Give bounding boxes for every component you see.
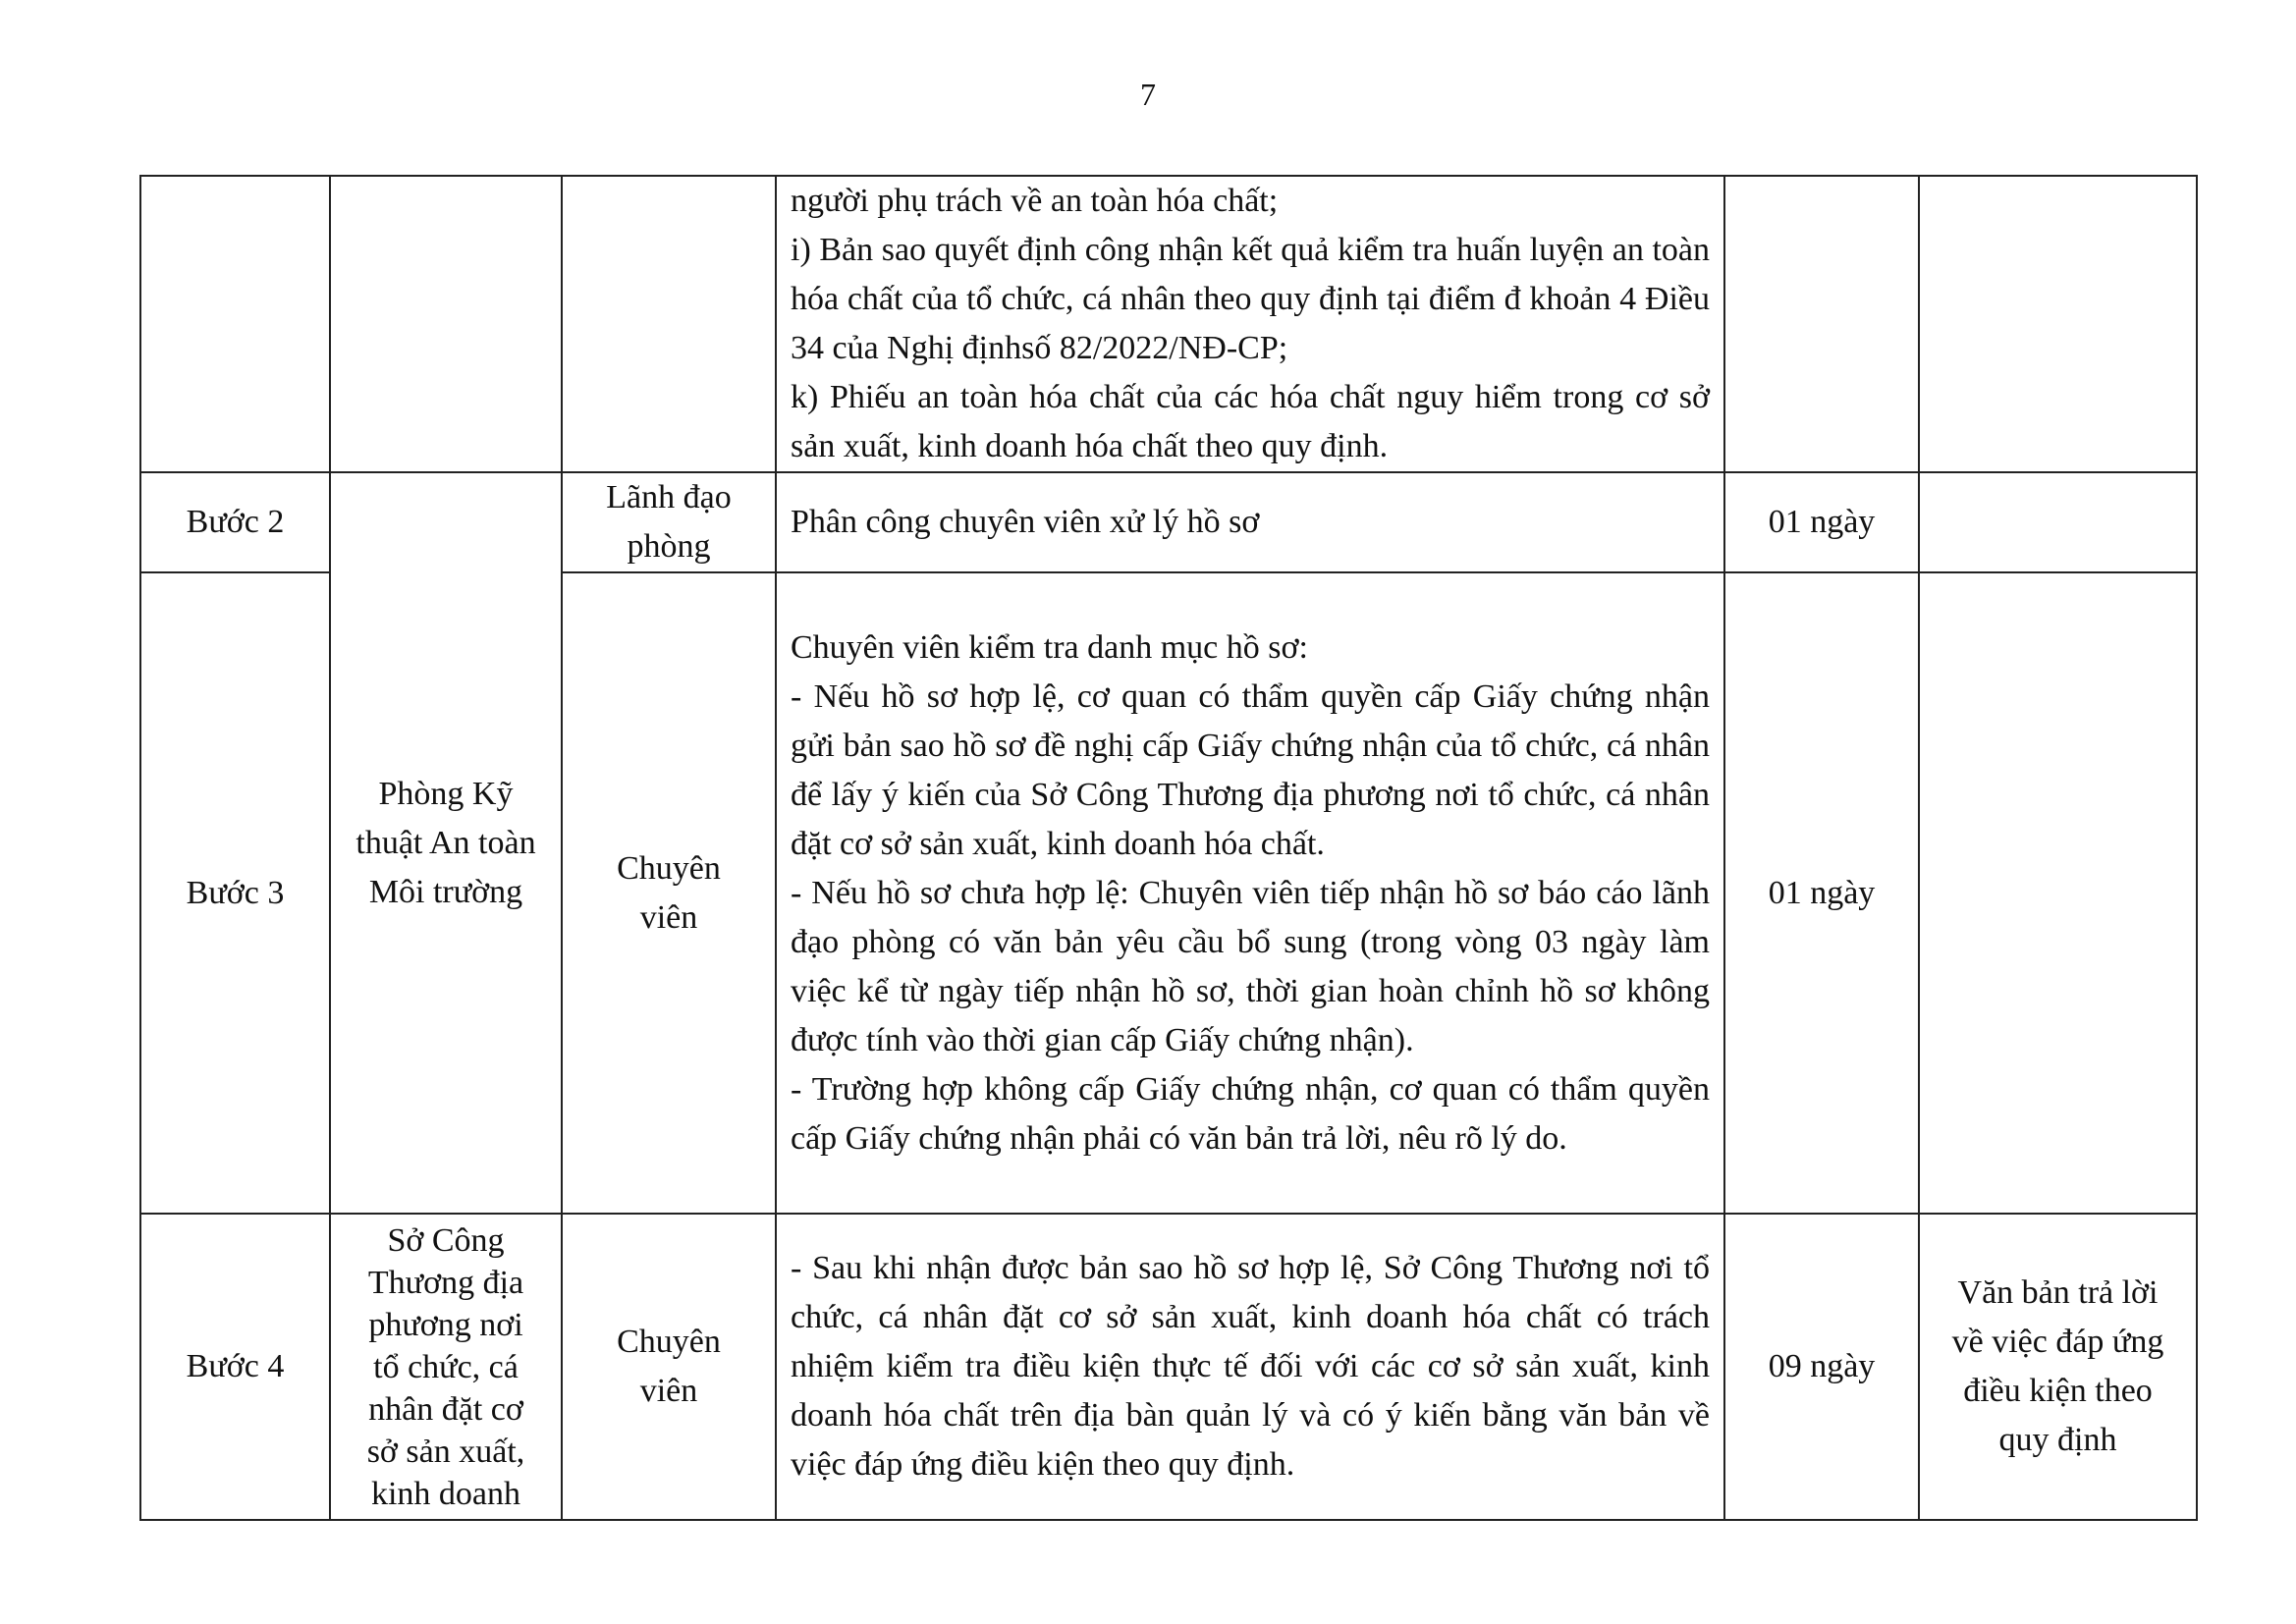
unit-cell: [330, 176, 562, 472]
unit-line: thuật An toàn: [355, 824, 536, 861]
unit-line: Thương địa: [367, 1264, 524, 1301]
result-cell: [1919, 1214, 2197, 1520]
step-cell: Bước 4: [140, 1214, 330, 1520]
description-line: - Nếu hồ sơ chưa hợp lệ: Chuyên viên tiếp nhận hồ sơ báo cáo lãnh đạo phòng có văn bản yêu cầu bổ sung (trong vòng 03 ngày làm việc kể từ ngày tiếp nhận hồ sơ, thời gian hoàn chỉnh hồ sơ không được tính vào thời gian cấp Giấy chứng nhận).: [791, 874, 1710, 1058]
description-line: i) Bản sao quyết định công nhận kết quả kiểm tra huấn luyện an toàn hóa chất của tổ chức, cá nhân theo quy định tại điểm đ khoản 4 Điều 34 của Nghị địnhsố 82/2022/NĐ-CP;: [791, 232, 1710, 366]
time-cell: 09 ngày: [1724, 1214, 1919, 1520]
unit-line: phương nơi: [368, 1306, 523, 1343]
table-row-step-4: [140, 1214, 2197, 1520]
unit-cell-merged: [330, 472, 562, 1214]
role-cell: [562, 472, 776, 572]
unit-line: Sở Công: [387, 1221, 505, 1259]
role-cell: [562, 572, 776, 1214]
description-line: - Nếu hồ sơ hợp lệ, cơ quan có thẩm quyền cấp Giấy chứng nhận gửi bản sao hồ sơ đề nghị cấp Giấy chứng nhận của tổ chức, cá nhân để lấy ý kiến của Sở Công Thương địa phương nơi tổ chức, cá nhân đặt cơ sở sản xuất, kinh doanh hóa chất.: [791, 677, 1710, 862]
role-line: Chuyên: [617, 849, 721, 887]
description-cell: [776, 472, 1724, 572]
result-cell: [1919, 472, 2197, 572]
unit-line: sở sản xuất,: [366, 1433, 525, 1470]
description-line: - Sau khi nhận được bản sao hồ sơ hợp lệ, Sở Công Thương nơi tổ chức, cá nhân đặt cơ sở sản xuất, kinh doanh hóa chất có trách nhiệm kiểm tra điều kiện thực tế đối với các cơ sở sản xuất, kinh doanh hóa chất trên địa bàn quản lý và có ý kiến bằng văn bản về việc đáp ứng điều kiện theo quy định.: [791, 1250, 1710, 1483]
description-line: - Trường hợp không cấp Giấy chứng nhận, cơ quan có thẩm quyền cấp Giấy chứng nhận phải có văn bản trả lời, nêu rõ lý do.: [791, 1070, 1710, 1157]
result-line: điều kiện theo: [1963, 1373, 2153, 1409]
description-line: người phụ trách về an toàn hóa chất;: [791, 183, 1279, 219]
unit-line: nhân đặt cơ: [368, 1390, 523, 1428]
step-cell: Bước 2: [140, 472, 330, 572]
role-cell: [562, 176, 776, 472]
result-cell: [1919, 572, 2197, 1214]
role-cell: [562, 1214, 776, 1520]
unit-line: Môi trường: [368, 873, 523, 910]
role-line: viên: [639, 1373, 698, 1409]
description-line: Chuyên viên kiểm tra danh mục hồ sơ:: [791, 628, 1308, 666]
time-cell: 01 ngày: [1724, 572, 1919, 1214]
table-row-continuation: [140, 176, 2197, 472]
time-cell: 01 ngày: [1724, 472, 1919, 572]
description-line: k) Phiếu an toàn hóa chất của các hóa chất nguy hiểm trong cơ sở sản xuất, kinh doanh hóa chất theo quy định.: [791, 379, 1710, 464]
time-cell: [1724, 176, 1919, 472]
result-line: Văn bản trả lời: [1957, 1274, 2159, 1311]
role-line: phòng: [627, 528, 711, 565]
description-cell: [776, 176, 1724, 472]
description-cell: [776, 1214, 1724, 1520]
description-line: Phân công chuyên viên xử lý hồ sơ: [791, 504, 1260, 540]
role-line: viên: [639, 898, 698, 936]
unit-line: kinh doanh: [370, 1475, 521, 1512]
page-number: 7: [1140, 77, 1156, 112]
table-row-step-2: [140, 472, 2197, 572]
role-line: Lãnh đạo: [606, 479, 732, 515]
procedure-table: [139, 175, 2198, 1521]
unit-line: tổ chức, cá: [373, 1348, 519, 1385]
result-line: về việc đáp ứng: [1951, 1324, 2164, 1360]
result-line: quy định: [1998, 1422, 2117, 1458]
result-cell: [1919, 176, 2197, 472]
unit-cell: [330, 1214, 562, 1520]
unit-line: Phòng Kỹ: [378, 775, 514, 812]
description-cell: [776, 572, 1724, 1214]
role-line: Chuyên: [617, 1324, 721, 1360]
step-cell: Bước 3: [140, 572, 330, 1214]
step-cell: [140, 176, 330, 472]
